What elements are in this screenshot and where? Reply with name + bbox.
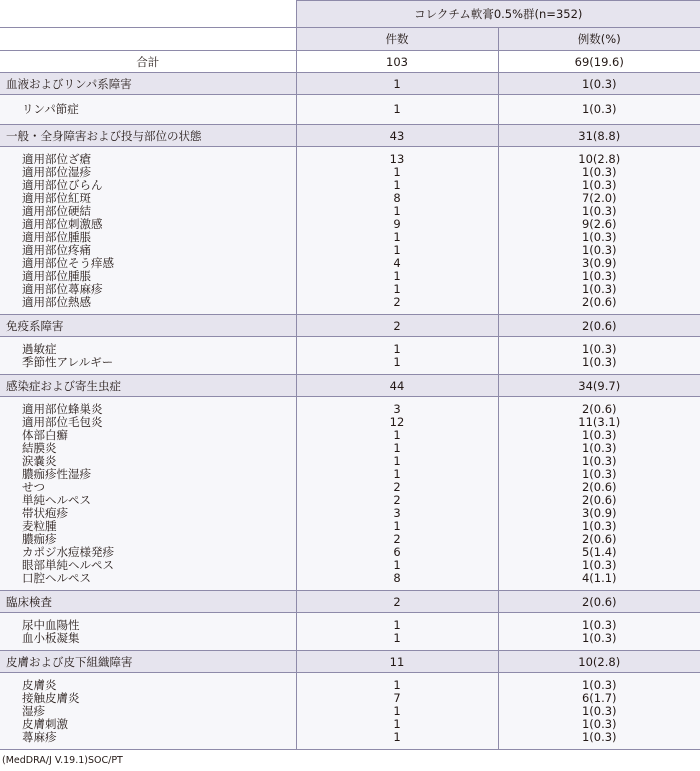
pt-count: 4 — [393, 256, 401, 270]
pt-count: 1 — [393, 454, 401, 468]
pt-name: 皮膚刺激 — [22, 717, 68, 731]
pt-counts-cell — [296, 673, 498, 750]
pt-count: 13 — [389, 152, 405, 166]
pt-group-row — [0, 673, 700, 750]
pt-name: 湿疹 — [22, 704, 45, 718]
pt-cases: 1(0.3) — [581, 269, 617, 283]
soc-name: 臨床検査 — [0, 591, 296, 613]
pt-name: 眼部単純ヘルペス — [22, 558, 114, 572]
pt-count: 1 — [393, 243, 401, 257]
soc-count: 44 — [296, 375, 498, 397]
group-header: コレクチム軟膏0.5%群(n=352) — [296, 1, 700, 28]
soc-cases: 2(0.6) — [498, 591, 700, 613]
pt-name: 口腔ヘルペス — [22, 571, 91, 585]
pt-count: 1 — [393, 355, 401, 369]
pt-names-cell — [0, 673, 296, 750]
pt-cases: 1(0.3) — [581, 282, 617, 296]
pt-count: 1 — [393, 428, 401, 442]
pt-name: 蕁麻疹 — [22, 730, 57, 744]
pt-group-row — [0, 147, 700, 315]
pt-cases-cell — [498, 613, 700, 651]
soc-count: 2 — [296, 315, 498, 337]
pt-name: 適用部位腫脹 — [22, 230, 91, 244]
pt-count: 8 — [393, 191, 401, 205]
total-label: 合計 — [0, 51, 296, 73]
soc-cases: 2(0.6) — [498, 315, 700, 337]
soc-row — [0, 375, 700, 397]
pt-names-cell — [0, 613, 296, 651]
pt-cases: 2(0.6) — [581, 402, 617, 416]
pt-count: 1 — [393, 519, 401, 533]
pt-cases-cell — [498, 397, 700, 591]
pt-cases: 2(0.6) — [581, 532, 617, 546]
pt-name: 適用部位蜂巣炎 — [22, 402, 103, 416]
pt-cases: 7(2.0) — [581, 191, 617, 205]
pt-cases: 1(0.3) — [581, 441, 617, 455]
pt-name: 適用部位毛包炎 — [22, 415, 103, 429]
pt-cases: 1(0.3) — [581, 454, 617, 468]
pt-count: 2 — [393, 493, 401, 507]
pt-cases: 11(3.1) — [578, 415, 621, 429]
pt-cases-cell — [498, 337, 700, 375]
pt-cases: 2(0.6) — [581, 480, 617, 494]
total-count: 103 — [296, 51, 498, 73]
pt-name: 適用部位疼痛 — [22, 243, 91, 257]
pt-count: 1 — [393, 730, 401, 744]
pt-count: 2 — [393, 295, 401, 309]
pt-count: 1 — [393, 102, 401, 116]
total-row — [0, 51, 700, 73]
soc-row — [0, 591, 700, 613]
soc-row — [0, 73, 700, 95]
pt-cases: 2(0.6) — [581, 295, 617, 309]
pt-cases: 1(0.3) — [581, 717, 617, 731]
pt-cases: 1(0.3) — [581, 467, 617, 481]
pt-cases: 1(0.3) — [581, 165, 617, 179]
pt-name: 適用部位紅斑 — [22, 191, 91, 205]
pt-cases: 6(1.7) — [581, 691, 617, 705]
column-header-cases: 例数(%) — [498, 28, 700, 51]
pt-names-cell — [0, 147, 296, 315]
pt-cases: 1(0.3) — [581, 428, 617, 442]
pt-name: 適用部位そう痒感 — [22, 256, 114, 270]
pt-counts-cell — [296, 337, 498, 375]
pt-group-row — [0, 95, 700, 125]
pt-cases: 1(0.3) — [581, 631, 617, 645]
soc-name: 皮膚および皮下組織障害 — [0, 651, 296, 673]
pt-cases: 1(0.3) — [581, 342, 617, 356]
pt-count: 1 — [393, 230, 401, 244]
pt-count: 3 — [393, 402, 401, 416]
pt-count: 1 — [393, 678, 401, 692]
pt-cases: 1(0.3) — [581, 178, 617, 192]
pt-counts-cell — [296, 613, 498, 651]
pt-name: 尿中血陽性 — [22, 618, 80, 632]
pt-name: 季節性アレルギー — [22, 355, 114, 369]
pt-group-row — [0, 613, 700, 651]
pt-cases: 1(0.3) — [581, 204, 617, 218]
pt-cases-cell — [498, 95, 700, 125]
pt-name: リンパ節症 — [22, 102, 79, 116]
pt-name: 皮膚炎 — [22, 678, 57, 692]
header-blank-cell — [0, 1, 296, 28]
pt-count: 6 — [393, 545, 401, 559]
pt-cases: 1(0.3) — [581, 730, 617, 744]
pt-name: 適用部位熱感 — [22, 295, 91, 309]
pt-count: 12 — [389, 415, 405, 429]
pt-count: 1 — [393, 717, 401, 731]
pt-cases: 2(0.6) — [581, 493, 617, 507]
soc-cases: 10(2.8) — [498, 651, 700, 673]
pt-name: 適用部位蕁麻疹 — [22, 282, 103, 296]
pt-count: 1 — [393, 558, 401, 572]
pt-name: 麦粒腫 — [22, 519, 57, 533]
pt-cases: 4(1.1) — [581, 571, 617, 585]
pt-name: 膿痂疹性湿疹 — [22, 467, 91, 481]
column-header-row — [0, 28, 700, 51]
footnote: (MedDRA/J V.19.1)SOC/PT — [2, 755, 123, 766]
column-header-count: 件数 — [296, 28, 498, 51]
soc-name: 血液およびリンパ系障害 — [0, 73, 296, 95]
pt-cases: 1(0.3) — [581, 355, 617, 369]
pt-count: 9 — [393, 217, 401, 231]
pt-count: 8 — [393, 571, 401, 585]
pt-cases: 1(0.3) — [581, 243, 617, 257]
pt-counts-cell — [296, 147, 498, 315]
pt-count: 1 — [393, 204, 401, 218]
pt-name: 接触皮膚炎 — [22, 691, 80, 705]
pt-count: 1 — [393, 178, 401, 192]
pt-name: 適用部位腫脹 — [22, 269, 91, 283]
pt-cases: 3(0.9) — [581, 256, 617, 270]
pt-name: 適用部位湿疹 — [22, 165, 91, 179]
pt-name: 涙嚢炎 — [22, 454, 57, 468]
pt-count: 7 — [393, 691, 401, 705]
pt-counts-cell — [296, 95, 498, 125]
pt-name: 体部白癬 — [22, 428, 68, 442]
pt-counts-cell — [296, 397, 498, 591]
pt-cases: 10(2.8) — [578, 152, 621, 166]
pt-count: 1 — [393, 282, 401, 296]
pt-name: 適用部位硬結 — [22, 204, 91, 218]
soc-row — [0, 315, 700, 337]
soc-cases: 34(9.7) — [498, 375, 700, 397]
pt-count: 1 — [393, 165, 401, 179]
pt-count: 1 — [393, 467, 401, 481]
soc-count: 43 — [296, 125, 498, 147]
pt-name: 膿痂疹 — [22, 532, 57, 546]
pt-cases: 1(0.3) — [581, 102, 617, 116]
pt-names-cell — [0, 397, 296, 591]
pt-name: 結膜炎 — [22, 441, 57, 455]
soc-row — [0, 651, 700, 673]
pt-cases: 1(0.3) — [581, 704, 617, 718]
soc-count: 11 — [296, 651, 498, 673]
soc-cases: 1(0.3) — [498, 73, 700, 95]
pt-count: 1 — [393, 631, 401, 645]
pt-group-row — [0, 397, 700, 591]
pt-cases: 5(1.4) — [581, 545, 617, 559]
pt-name: 過敏症 — [22, 342, 57, 356]
total-cases: 69(19.6) — [498, 51, 700, 73]
pt-count: 2 — [393, 480, 401, 494]
pt-name: 単純ヘルペス — [22, 493, 91, 507]
pt-name: カポジ水痘様発疹 — [22, 545, 114, 559]
pt-cases: 1(0.3) — [581, 230, 617, 244]
pt-cases: 1(0.3) — [581, 618, 617, 632]
soc-name: 免疫系障害 — [0, 315, 296, 337]
soc-row — [0, 125, 700, 147]
pt-cases: 1(0.3) — [581, 519, 617, 533]
pt-cases: 3(0.9) — [581, 506, 617, 520]
pt-name: 適用部位刺激感 — [22, 217, 103, 231]
soc-cases: 31(8.8) — [498, 125, 700, 147]
pt-cases: 9(2.6) — [581, 217, 617, 231]
pt-count: 1 — [393, 618, 401, 632]
pt-cases: 1(0.3) — [581, 558, 617, 572]
pt-names-cell — [0, 95, 296, 125]
group-header-row — [0, 1, 700, 28]
pt-name: 適用部位びらん — [22, 178, 103, 192]
soc-name: 一般・全身障害および投与部位の状態 — [0, 125, 296, 147]
pt-count: 1 — [393, 441, 401, 455]
pt-count: 1 — [393, 269, 401, 283]
soc-count: 2 — [296, 591, 498, 613]
pt-name: 帯状疱疹 — [22, 506, 68, 520]
pt-names-cell — [0, 337, 296, 375]
pt-cases-cell — [498, 147, 700, 315]
pt-count: 2 — [393, 532, 401, 546]
pt-group-row — [0, 337, 700, 375]
soc-count: 1 — [296, 73, 498, 95]
pt-cases: 1(0.3) — [581, 678, 617, 692]
pt-name: せつ — [22, 480, 45, 494]
pt-name: 血小板凝集 — [22, 631, 80, 645]
pt-count: 1 — [393, 704, 401, 718]
pt-count: 3 — [393, 506, 401, 520]
pt-count: 1 — [393, 342, 401, 356]
pt-name: 適用部位ざ瘡 — [22, 152, 91, 166]
soc-name: 感染症および寄生虫症 — [0, 375, 296, 397]
header-blank-cell-2 — [0, 28, 296, 51]
pt-cases-cell — [498, 673, 700, 750]
